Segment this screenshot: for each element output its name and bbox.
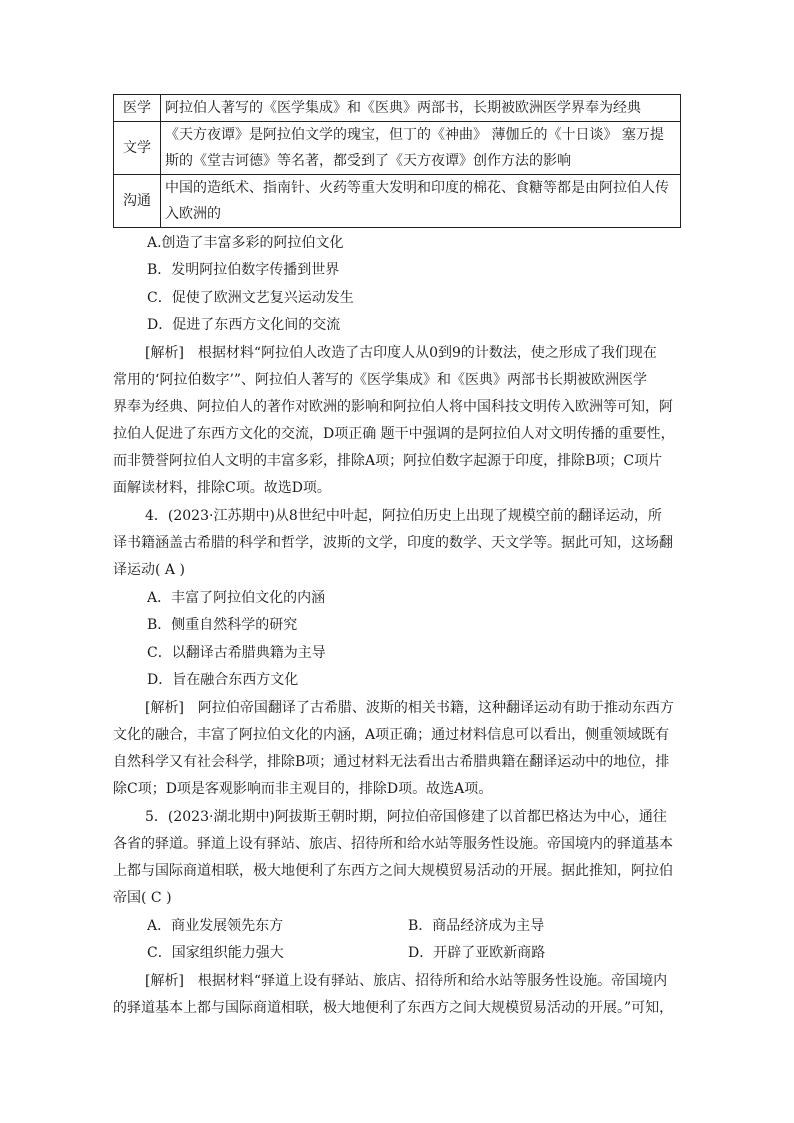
table-row xyxy=(114,122,681,175)
q5-stem-line: 帝国( C ) xyxy=(113,890,172,906)
table-row xyxy=(114,95,681,122)
q4-option-a: A．丰富了阿拉伯文化的内涵 xyxy=(147,590,326,606)
q4-option-d: D．旨在融合东西方文化 xyxy=(147,672,299,688)
culture-table xyxy=(113,94,681,228)
q4-option-c: C．以翻译古希腊典籍为主导 xyxy=(147,645,326,661)
q5-option-a: A．商业发展领先东方 xyxy=(147,918,284,934)
q5-option-d: D．开辟了亚欧新商路 xyxy=(408,945,546,961)
q4-analysis-line: 文化的融合，丰富了阿拉伯文化的内涵，A项正确；通过材料信息可以看出，侧重领域既有 xyxy=(113,727,670,743)
q5-stem-line: 5．(2023·湖北期中)阿拔斯王朝时期，阿拉伯帝国修建了以首都巴格达为中心，通往 xyxy=(145,809,667,825)
table-row xyxy=(114,175,681,228)
row-label: 沟通 xyxy=(114,175,161,228)
q5-option-c: C．国家组织能力强大 xyxy=(147,945,284,961)
row-label: 文学 xyxy=(114,122,161,175)
q4-option-b: B．侧重自然科学的研究 xyxy=(147,617,298,633)
row-content: 中国的造纸术、指南针、火药等重大发明和印度的棉花、食糖等都是由阿拉伯人传 入欧洲的 xyxy=(161,175,681,228)
row-content: 阿拉伯人著写的《医学集成》和《医典》两部书，长期被欧洲医学界奉为经典 xyxy=(161,95,681,122)
q3-analysis-line: 而非赞誉阿拉伯人文明的丰富多彩，排除A项；阿拉伯数字起源于印度，排除B项；C项片 xyxy=(113,453,663,469)
q4-analysis-line: [解析] 阿拉伯帝国翻译了古希腊、波斯的相关书籍，这种翻译运动有助于推动东西方 xyxy=(145,700,674,716)
q3-option-a: A.创造了丰富多彩的阿拉伯文化 xyxy=(147,235,344,251)
q5-option-b: B．商品经济成为主导 xyxy=(408,918,545,934)
q5-analysis-line: 的驿道基本上都与国际商道相联，极大地便利了东西方之间大规模贸易活动的开展。”可知， xyxy=(113,1000,674,1016)
row-content: 《天方夜谭》是阿拉伯文学的瑰宝，但丁的《神曲》 薄伽丘的《十日谈》 塞万提 斯的《堂吉诃德》等名著，都受到了《天方夜谭》创作方法的影响 xyxy=(161,122,681,175)
q3-option-c: C．促使了欧洲文艺复兴运动发生 xyxy=(147,290,354,306)
q3-option-d: D．促进了东西方文化间的交流 xyxy=(147,317,341,333)
q4-stem-line: 4．(2023·江苏期中)从8世纪中叶起，阿拉伯历史上出现了规模空前的翻译运动，所 xyxy=(145,508,662,524)
q4-stem-line: 译运动( A ) xyxy=(113,562,185,578)
q3-analysis-line: 拉伯人促进了东西方文化的交流，D项正确 题干中强调的是阿拉伯人对文明传播的重要性， xyxy=(113,426,675,442)
row-label: 医学 xyxy=(114,95,161,122)
q3-analysis-line: [解析] 根据材料“阿拉伯人改造了古印度人从0到9的计数法，使之形成了我们现在 xyxy=(145,345,657,361)
q4-stem-line: 译书籍涵盖古希腊的科学和哲学，波斯的文学，印度的数学、天文学等。据此可知，这场翻 xyxy=(113,535,673,551)
q3-analysis-line: 界奉为经典、阿拉伯人的著作对欧洲的影响和阿拉伯人将中国科技文明传入欧洲等可知，阿 xyxy=(113,399,673,415)
q3-option-b: B．发明阿拉伯数字传播到世界 xyxy=(147,262,340,278)
q5-analysis-line: [解析] 根据材料“驿道上设有驿站、旅店、招待所和给水站等服务性设施。帝国境内 xyxy=(145,973,668,989)
q3-analysis-line: 常用的‘阿拉伯数字’”、阿拉伯人著写的《医学集成》和《医典》两部书长期被欧洲医学 xyxy=(113,372,648,388)
q4-analysis-line: 自然科学又有社会科学，排除B项；通过材料无法看出古希腊典籍在翻译运动中的地位，排 xyxy=(113,754,670,770)
q5-stem-line: 各省的驿道。驿道上设有驿站、旅店、招待所和给水站等服务性设施。帝国境内的驿道基本 xyxy=(113,836,673,852)
q4-analysis-line: 除C项；D项是客观影响而非主观目的，排除D项。故选A项。 xyxy=(113,781,493,797)
q3-analysis-line: 面解读材料，排除C项。故选D项。 xyxy=(113,480,331,496)
q5-stem-line: 上都与国际商道相联，极大地便利了东西方之间大规模贸易活动的开展。据此推知，阿拉伯 xyxy=(113,863,673,879)
